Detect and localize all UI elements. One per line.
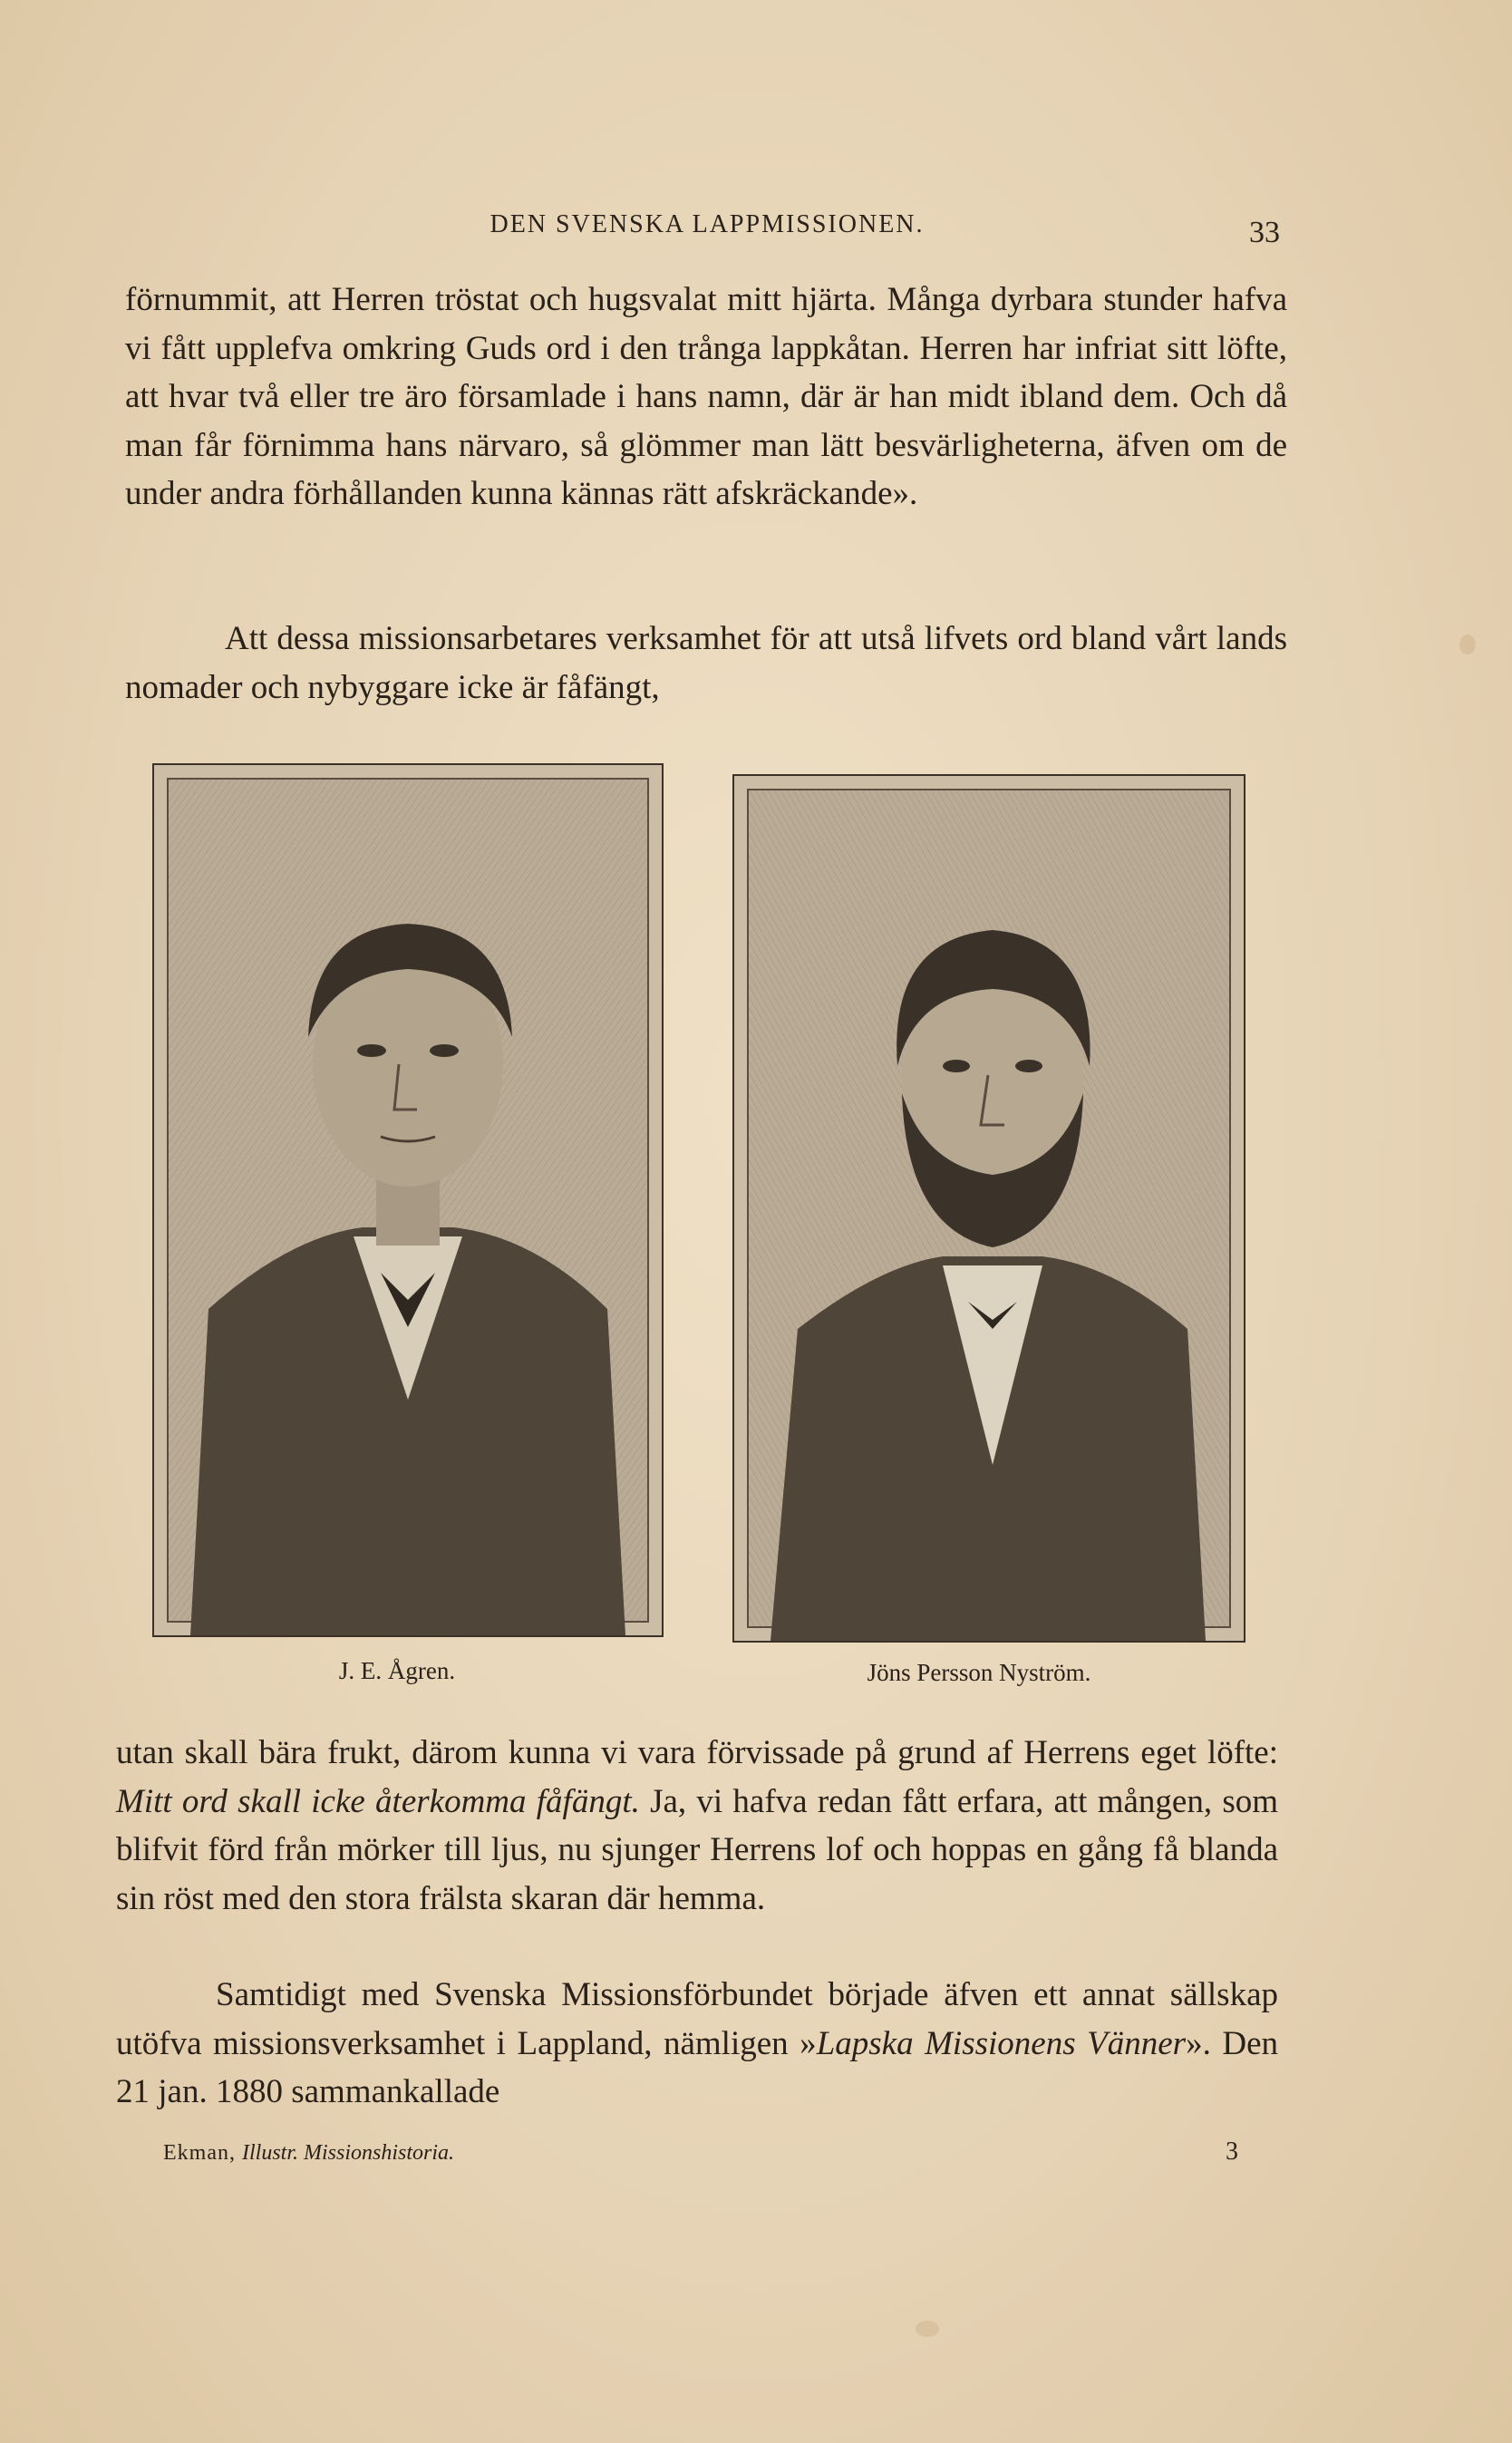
paragraph-2: Att dessa missionsarbetares verksamhet för att utså lifvets ord bland vårt lands nomader och nybyggare icke är fåfängt, xyxy=(125,620,1287,706)
running-header: DEN SVENSKA LAPPMISSIONEN. xyxy=(489,210,925,238)
footer-author: Ekman, xyxy=(163,2141,242,2165)
page-number: 33 xyxy=(1249,216,1280,249)
caption-nystrom: Jöns Persson Nyström. xyxy=(867,1659,1091,1686)
engraving-image xyxy=(154,765,662,1635)
paragraph-1: förnummit, att Herren tröstat och hugsvalat mitt hjärta. Många dyrbara stunder hafva vi fått upplefva omkring Guds ord i den trånga lappkåtan. Herren har infriat sitt löfte, att hvar två eller tre äro församlade i hans namn, där är han midt ibland dem. Och då man får förnimma hans närvaro, så glömmer man lätt besvärligheterna, äfven om de under andra förhållanden kunna kännas rätt afskräckande». xyxy=(125,281,1287,512)
portrait-agren xyxy=(152,763,664,1637)
paper-stain xyxy=(1459,635,1476,654)
paragraph-3-text-end: Ja, vi hafva redan fått erfara, att mången, som blifvit förd från mörker till ljus, nu sjunger Herrens lof och hoppas en gång få blanda sin röst med den stora frälsta skaran där hemma. xyxy=(116,1782,1278,1917)
paragraph-4-society: Lapska Missionens Vänner xyxy=(816,2024,1187,2062)
footer-signature-line xyxy=(163,2141,454,2166)
engraving-image xyxy=(734,776,1244,1641)
paragraph-3-text: utan skall bära frukt, därom kunna vi vara förvissade på grund af Herrens eget löfte: xyxy=(116,1734,1278,1771)
paragraph-4 xyxy=(116,1971,1278,2117)
paragraph-4-text: Samtidigt med Svenska Missionsförbundet började äfven ett annat sällskap utöfva missionsverksamhet i Lappland, nämligen » xyxy=(116,1976,1278,2062)
portrait-nystrom xyxy=(732,774,1245,1643)
caption-agren: J. E. Ågren. xyxy=(338,1657,456,1684)
paragraph-3 xyxy=(116,1729,1278,1923)
paper-stain xyxy=(916,2321,939,2337)
footer-book-title: Illustr. Missionshistoria. xyxy=(241,2141,455,2165)
paragraph-3-quote: Mitt ord skall icke återkomma fåfängt. xyxy=(116,1782,640,1820)
paragraph-4-text-end: ». Den 21 jan. 1880 sammankallade xyxy=(116,2024,1278,2110)
signature-mark: 3 xyxy=(1226,2138,1238,2166)
